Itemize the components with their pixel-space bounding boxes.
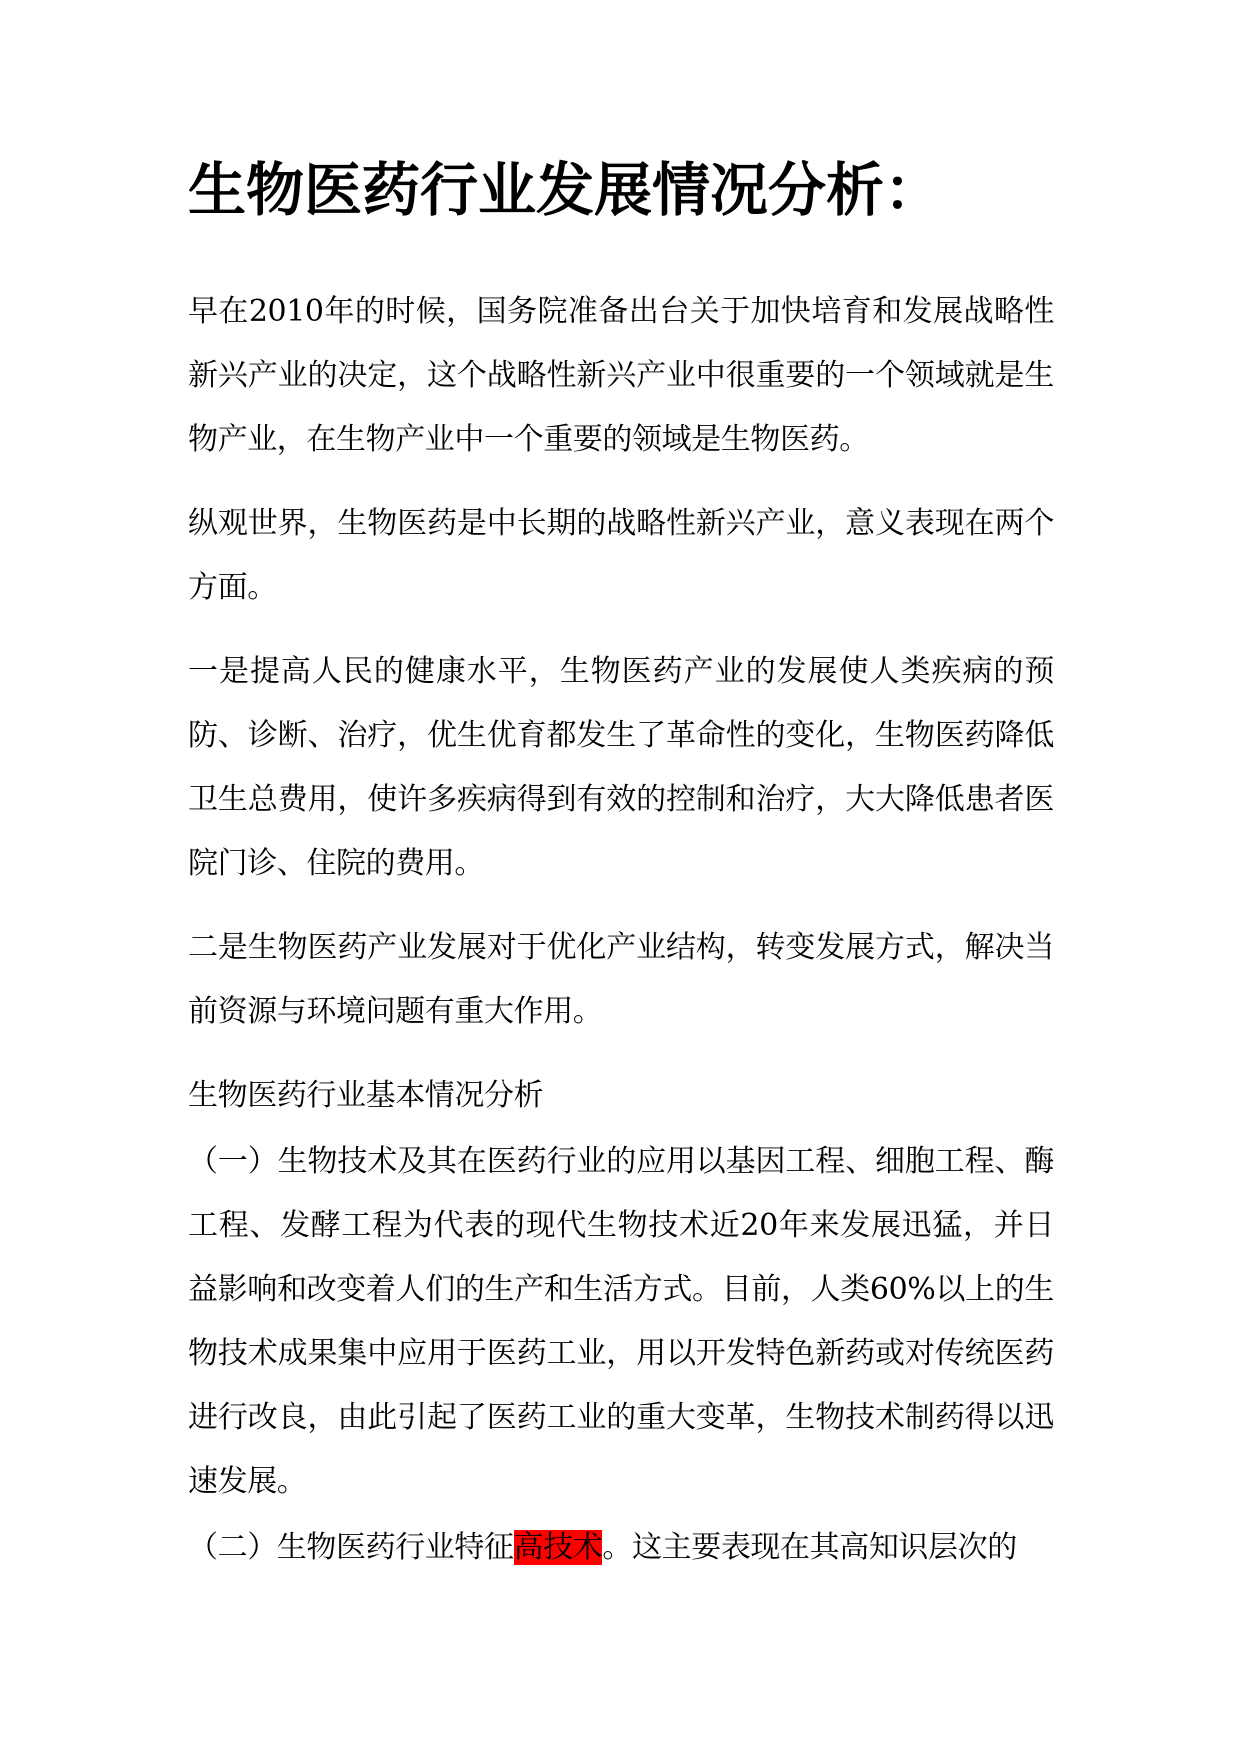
paragraph-biotech-application: （一）生物技术及其在医药行业的应用以基因工程、细胞工程、酶工程、发酵工程为代表的现代生物技术近20年来发展迅猛，并日益影响和改变着人们的生产和生活方式。目前，人类60%以上的生物技术成果集中应用于医药工业，用以开发特色新药或对传统医药进行改良，由此引起了医药工业的重大变革，生物技术制药得以迅速发展。 [188, 1144, 1054, 1499]
paragraph-point-two: 二是生物医药产业发展对于优化产业结构，转变发展方式，解决当前资源与环境问题有重大作用。 [188, 930, 1054, 1029]
document-body [188, 150, 1054, 1600]
section-heading: 生物医药行业基本情况分析 [188, 1078, 544, 1113]
highlighted-text: 高技术 [513, 1530, 603, 1565]
paragraph-intro: 早在2010年的时候，国务院准备出台关于加快培育和发展战略性新兴产业的决定，这个战略性新兴产业中很重要的一个领域就是生物产业，在生物产业中一个重要的领域是生物医药。 [188, 294, 1054, 457]
paragraph-point-one: 一是提高人民的健康水平，生物医药产业的发展使人类疾病的预防、诊断、治疗，优生优育都发生了革命性的变化，生物医药降低卫生总费用，使许多疾病得到有效的控制和治疗，大大降低患者医院门诊、住院的费用。 [188, 654, 1054, 881]
document-title: 生物医药行业发展情况分析： [188, 156, 943, 224]
paragraph-industry-features [188, 1516, 1054, 1580]
paragraph-features-prefix: （二）生物医药行业特征 [188, 1530, 514, 1565]
paragraph-features-suffix: 。这主要表现在其高知识层次的 [602, 1530, 1017, 1565]
paragraph-world-view: 纵观世界，生物医药是中长期的战略性新兴产业，意义表现在两个方面。 [188, 506, 1054, 605]
